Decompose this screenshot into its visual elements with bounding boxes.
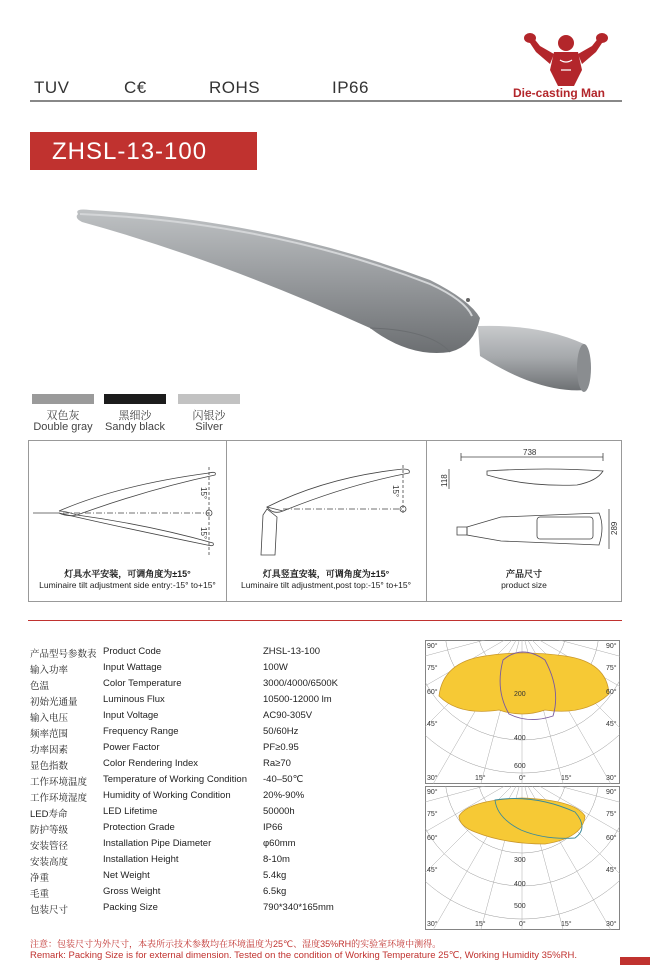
post-top-diagram <box>227 445 425 563</box>
spec-label-cn: 产品型号参数表 <box>30 649 97 660</box>
angle-label: 30° <box>606 775 617 782</box>
angle-label: 60° <box>427 689 438 696</box>
spec-row <box>30 774 420 790</box>
angle-label: 30° <box>427 921 438 928</box>
model-title: ZHSL-13-100 <box>30 132 257 170</box>
spec-label-en: Input Voltage <box>103 710 159 721</box>
angle-label: 45° <box>606 721 617 728</box>
angle-label: 30° <box>427 775 438 782</box>
spec-row <box>30 902 420 918</box>
spec-row <box>30 886 420 902</box>
spec-label-cn: 显色指数 <box>30 761 69 772</box>
angle-label: 90° <box>427 643 438 650</box>
spec-row <box>30 662 420 678</box>
spec-row <box>30 806 420 822</box>
remark-en: Remark: Packing Size is for external dimension. Tested on the condition of Working Temperature 25℃, Working Humidity 35%RH. <box>30 950 577 961</box>
spec-value: 10500-12000 lm <box>263 694 332 705</box>
brand-name: Die-casting Man <box>513 86 606 100</box>
spec-label-cn: 功率因素 <box>30 745 69 756</box>
caption-size-cn: 产品尺寸 <box>505 569 542 579</box>
cert-ip66: IP66 <box>332 78 369 97</box>
angle-label: 30° <box>606 921 617 928</box>
luminous-intensity-chart-2 <box>425 786 620 930</box>
spec-value: φ60mm <box>263 838 296 849</box>
tilt-label: 15° <box>391 485 400 498</box>
luminous-intensity-chart-1 <box>425 640 620 784</box>
spec-row <box>30 694 420 710</box>
spec-label-cn: 净重 <box>30 873 50 884</box>
spec-row <box>30 710 420 726</box>
spec-label-cn: 初始光通量 <box>30 697 78 708</box>
spec-label-en: Gross Weight <box>103 886 161 897</box>
angle-label: 0° <box>519 775 526 782</box>
spec-label-cn: 安装高度 <box>30 857 69 868</box>
spec-label-cn: 频率范围 <box>30 729 69 740</box>
caption-post-top-en: Luminaire tilt adjustment,post top:-15° to+15° <box>240 580 412 590</box>
swatch-label-cn: 闪银沙 <box>192 410 226 422</box>
radial-label: 600 <box>514 763 526 770</box>
length-label: 738 <box>523 448 537 457</box>
swatch-label-en: Sandy black <box>105 421 165 433</box>
caption-size-en: product size <box>501 580 547 590</box>
spec-label-en: Humidity of Working Condition <box>103 790 231 801</box>
spec-value: PF≥0.95 <box>263 742 299 753</box>
spec-value: 6.5kg <box>263 886 287 897</box>
spec-label-en: Temperature of Working Condition <box>103 774 247 785</box>
tilt-label: 15° <box>199 527 208 540</box>
radial-label: 300 <box>514 857 526 864</box>
spec-label-cn: 工作环境温度 <box>30 777 88 788</box>
angle-label: 45° <box>427 867 438 874</box>
angle-label: 90° <box>606 643 617 650</box>
spec-label-cn: 色温 <box>30 681 50 692</box>
spec-value: 50000h <box>263 806 295 817</box>
side-entry-diagram <box>29 445 225 563</box>
spec-label-en: Color Temperature <box>103 678 182 689</box>
caption-side-entry-en: Luminaire tilt adjustment side entry:-15° to+15° <box>39 580 216 590</box>
spec-label-en: LED Lifetime <box>103 806 158 817</box>
angle-label: 75° <box>606 811 617 818</box>
spec-value: IP66 <box>263 822 283 833</box>
angle-label: 90° <box>427 789 438 796</box>
spec-value: 50/60Hz <box>263 726 299 737</box>
radial-label: 500 <box>514 903 526 910</box>
spec-label-cn: 输入电压 <box>30 713 69 724</box>
spec-row <box>30 646 420 662</box>
spec-label-cn: LED寿命 <box>30 809 68 820</box>
spec-label-en: Protection Grade <box>103 822 175 833</box>
spec-label-en: Product Code <box>103 646 162 657</box>
spec-row <box>30 678 420 694</box>
cert-rohs: ROHS <box>209 78 261 97</box>
spec-row <box>30 758 420 774</box>
angle-label: 60° <box>606 689 617 696</box>
caption-side-entry-cn: 灯具水平安装，可调角度为±15° <box>64 569 191 579</box>
swatch-sandy-black <box>104 394 166 404</box>
spec-label-cn: 防护等级 <box>30 825 69 836</box>
spec-label-en: Color Rendering Index <box>103 758 199 769</box>
spec-label-en: Power Factor <box>103 742 160 753</box>
width-label: 289 <box>610 521 619 535</box>
tilt-label: 15° <box>199 487 208 500</box>
radial-label: 400 <box>514 735 526 742</box>
swatch-label-en: Silver <box>195 421 223 433</box>
spec-row <box>30 838 420 854</box>
spec-label-cn: 包装尺寸 <box>30 905 69 916</box>
spec-label-cn: 安装管径 <box>30 841 69 852</box>
caption-post-top-cn: 灯具竖直安装，可调角度为±15° <box>262 569 390 579</box>
spec-value: -40–50℃ <box>263 774 304 785</box>
spec-label-cn: 输入功率 <box>30 665 69 676</box>
swatch-label-en: Double gray <box>33 421 93 433</box>
angle-label: 15° <box>475 775 486 782</box>
angle-label: 15° <box>561 775 572 782</box>
angle-label: 0° <box>519 921 526 928</box>
product-size-diagram <box>427 445 623 563</box>
installation-diagrams <box>28 440 622 602</box>
remark-cn: 注意：包装尺寸为外尺寸，本表所示技术参数均在环境温度为25℃、湿度35%RH的实验室环境中测得。 <box>30 939 442 949</box>
spec-value: AC90-305V <box>263 710 313 721</box>
spec-label-en: Input Wattage <box>103 662 162 673</box>
angle-label: 75° <box>427 665 438 672</box>
spec-table <box>30 646 420 918</box>
radial-label: 400 <box>514 881 526 888</box>
section-divider <box>28 620 622 621</box>
angle-label: 75° <box>427 811 438 818</box>
footer-accent <box>620 957 650 965</box>
spec-label-en: Installation Pipe Diameter <box>103 838 212 849</box>
spec-label-en: Frequency Range <box>103 726 179 737</box>
spec-value: 5.4kg <box>263 870 287 881</box>
spec-value: 3000/4000/6500K <box>263 678 339 689</box>
spec-value: 790*340*165mm <box>263 902 334 913</box>
spec-row <box>30 822 420 838</box>
angle-label: 15° <box>561 921 572 928</box>
spec-row <box>30 854 420 870</box>
swatch-double-gray <box>32 394 94 404</box>
spec-label-en: Installation Height <box>103 854 179 865</box>
spec-row <box>30 742 420 758</box>
spec-label-cn: 工作环境湿度 <box>30 793 88 804</box>
spec-row <box>30 790 420 806</box>
spec-label-en: Packing Size <box>103 902 158 913</box>
spec-row <box>30 726 420 742</box>
angle-label: 90° <box>606 789 617 796</box>
radial-label: 200 <box>514 691 526 698</box>
spec-value: 8-10m <box>263 854 290 865</box>
spec-value: 100W <box>263 662 288 673</box>
spec-label-en: Luminous Flux <box>103 694 165 705</box>
street-light-image <box>70 200 600 400</box>
angle-label: 45° <box>427 721 438 728</box>
angle-label: 75° <box>606 665 617 672</box>
swatch-label-cn: 双色灰 <box>46 410 80 422</box>
swatch-label-cn: 黑细沙 <box>118 410 152 422</box>
spec-value: ZHSL-13-100 <box>263 646 321 657</box>
cert-tuv: TUV <box>34 78 70 97</box>
swatch-silver <box>178 394 240 404</box>
angle-label: 60° <box>606 835 617 842</box>
spec-value: 20%-90% <box>263 790 305 801</box>
spec-label-cn: 毛重 <box>30 889 50 900</box>
spec-row <box>30 870 420 886</box>
angle-label: 45° <box>606 867 617 874</box>
cert-ce: C€ <box>124 78 147 97</box>
height-label: 118 <box>440 474 449 487</box>
angle-label: 60° <box>427 835 438 842</box>
flux-curve-c0 <box>439 653 609 714</box>
angle-label: 15° <box>475 921 486 928</box>
spec-label-en: Net Weight <box>103 870 150 881</box>
spec-value: Ra≥70 <box>263 758 291 769</box>
